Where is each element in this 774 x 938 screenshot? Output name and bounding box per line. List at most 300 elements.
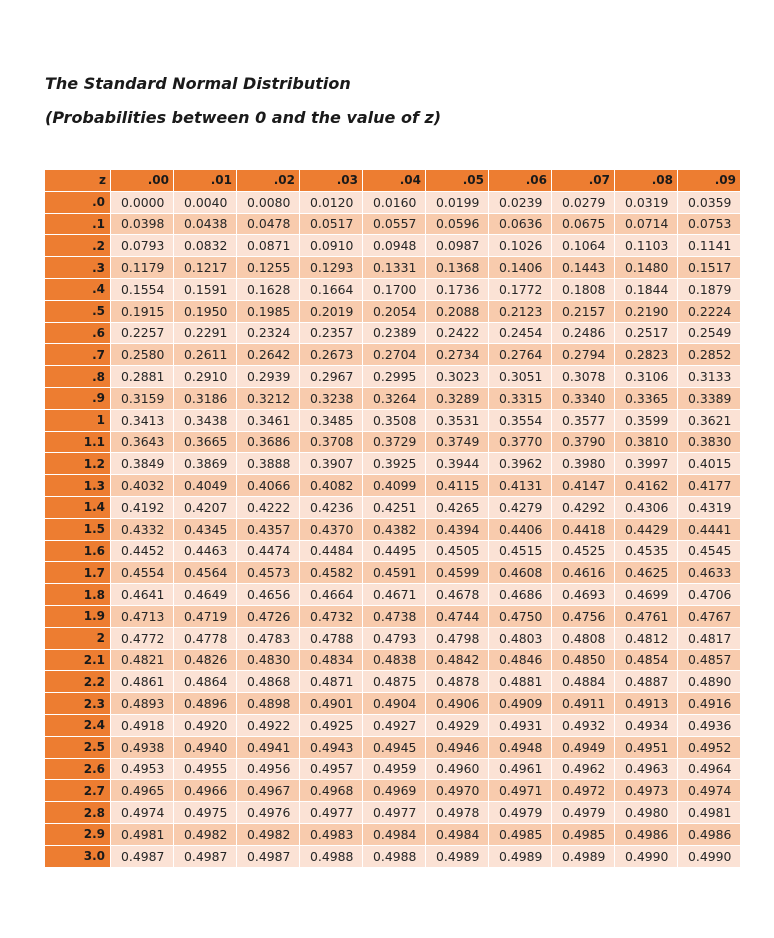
probability-cell: 0.0199 (426, 191, 489, 213)
header-row (45, 170, 741, 192)
probability-cell: 0.3980 (552, 453, 615, 475)
table-row (45, 693, 741, 715)
probability-cell: 0.4940 (174, 736, 237, 758)
probability-cell: 0.2486 (552, 322, 615, 344)
column-header: .05 (426, 170, 489, 192)
probability-cell: 0.2224 (678, 300, 741, 322)
probability-cell: 0.4952 (678, 736, 741, 758)
probability-cell: 0.1915 (111, 300, 174, 322)
probability-cell: 0.4846 (489, 649, 552, 671)
probability-cell: 0.4981 (111, 823, 174, 845)
probability-cell: 0.4971 (489, 780, 552, 802)
probability-cell: 0.4306 (615, 496, 678, 518)
probability-cell: 0.4925 (300, 714, 363, 736)
probability-cell: 0.4980 (615, 802, 678, 824)
probability-cell: 0.4974 (678, 780, 741, 802)
probability-cell: 0.4972 (552, 780, 615, 802)
probability-cell: 0.4965 (111, 780, 174, 802)
z-value-label: 1.2 (45, 453, 111, 475)
z-value-label: 1.6 (45, 540, 111, 562)
probability-cell: 0.3078 (552, 366, 615, 388)
table-body (45, 191, 741, 867)
probability-cell: 0.3907 (300, 453, 363, 475)
probability-cell: 0.0438 (174, 213, 237, 235)
probability-cell: 0.4970 (426, 780, 489, 802)
probability-cell: 0.1664 (300, 278, 363, 300)
probability-cell: 0.4641 (111, 584, 174, 606)
z-value-label: .7 (45, 344, 111, 366)
probability-cell: 0.0478 (237, 213, 300, 235)
probability-cell: 0.4177 (678, 475, 741, 497)
probability-cell: 0.4545 (678, 540, 741, 562)
probability-cell: 0.4778 (174, 627, 237, 649)
probability-cell: 0.3944 (426, 453, 489, 475)
probability-cell: 0.4909 (489, 693, 552, 715)
probability-cell: 0.4951 (615, 736, 678, 758)
probability-cell: 0.0714 (615, 213, 678, 235)
probability-cell: 0.2389 (363, 322, 426, 344)
probability-cell: 0.4463 (174, 540, 237, 562)
probability-cell: 0.4821 (111, 649, 174, 671)
z-value-label: 2.4 (45, 714, 111, 736)
probability-cell: 0.1517 (678, 257, 741, 279)
probability-cell: 0.4761 (615, 605, 678, 627)
probability-cell: 0.4985 (552, 823, 615, 845)
probability-cell: 0.4573 (237, 562, 300, 584)
probability-cell: 0.3790 (552, 431, 615, 453)
probability-cell: 0.1293 (300, 257, 363, 279)
z-value-label: .3 (45, 257, 111, 279)
probability-cell: 0.4987 (237, 845, 300, 867)
probability-cell: 0.4082 (300, 475, 363, 497)
probability-cell: 0.4854 (615, 649, 678, 671)
probability-cell: 0.4898 (237, 693, 300, 715)
probability-cell: 0.4931 (489, 714, 552, 736)
table-row (45, 845, 741, 867)
probability-cell: 0.2764 (489, 344, 552, 366)
z-value-label: 2.9 (45, 823, 111, 845)
probability-cell: 0.4693 (552, 584, 615, 606)
probability-cell: 0.4956 (237, 758, 300, 780)
probability-cell: 0.2517 (615, 322, 678, 344)
probability-cell: 0.4904 (363, 693, 426, 715)
probability-cell: 0.1950 (174, 300, 237, 322)
table-row (45, 562, 741, 584)
probability-cell: 0.4989 (489, 845, 552, 867)
probability-cell: 0.0517 (300, 213, 363, 235)
probability-cell: 0.2291 (174, 322, 237, 344)
probability-cell: 0.4881 (489, 671, 552, 693)
probability-cell: 0.0948 (363, 235, 426, 257)
probability-cell: 0.3643 (111, 431, 174, 453)
probability-cell: 0.4982 (237, 823, 300, 845)
probability-cell: 0.1331 (363, 257, 426, 279)
z-value-label: .8 (45, 366, 111, 388)
probability-cell: 0.3830 (678, 431, 741, 453)
probability-cell: 0.3212 (237, 387, 300, 409)
probability-cell: 0.2157 (552, 300, 615, 322)
probability-cell: 0.2704 (363, 344, 426, 366)
probability-cell: 0.4484 (300, 540, 363, 562)
probability-cell: 0.1808 (552, 278, 615, 300)
probability-cell: 0.3686 (237, 431, 300, 453)
probability-cell: 0.3413 (111, 409, 174, 431)
probability-cell: 0.4713 (111, 605, 174, 627)
table-row (45, 453, 741, 475)
probability-cell: 0.1141 (678, 235, 741, 257)
probability-cell: 0.4032 (111, 475, 174, 497)
probability-cell: 0.4495 (363, 540, 426, 562)
probability-cell: 0.2054 (363, 300, 426, 322)
probability-cell: 0.4678 (426, 584, 489, 606)
probability-cell: 0.4938 (111, 736, 174, 758)
probability-cell: 0.4927 (363, 714, 426, 736)
probability-cell: 0.4452 (111, 540, 174, 562)
table-row (45, 540, 741, 562)
probability-cell: 0.1480 (615, 257, 678, 279)
table-row (45, 278, 741, 300)
probability-cell: 0.4292 (552, 496, 615, 518)
probability-cell: 0.0871 (237, 235, 300, 257)
probability-cell: 0.3106 (615, 366, 678, 388)
probability-cell: 0.4582 (300, 562, 363, 584)
table-row (45, 823, 741, 845)
probability-cell: 0.3315 (489, 387, 552, 409)
probability-cell: 0.4162 (615, 475, 678, 497)
column-header: .00 (111, 170, 174, 192)
table-row (45, 758, 741, 780)
probability-cell: 0.4515 (489, 540, 552, 562)
probability-cell: 0.4015 (678, 453, 741, 475)
probability-cell: 0.4962 (552, 758, 615, 780)
probability-cell: 0.4382 (363, 518, 426, 540)
probability-cell: 0.2324 (237, 322, 300, 344)
probability-cell: 0.4834 (300, 649, 363, 671)
probability-cell: 0.0120 (300, 191, 363, 213)
probability-cell: 0.1217 (174, 257, 237, 279)
probability-cell: 0.2734 (426, 344, 489, 366)
probability-cell: 0.4147 (552, 475, 615, 497)
z-value-label: .1 (45, 213, 111, 235)
z-value-label: 1.8 (45, 584, 111, 606)
probability-cell: 0.4990 (615, 845, 678, 867)
probability-cell: 0.4916 (678, 693, 741, 715)
probability-cell: 0.3599 (615, 409, 678, 431)
table-row (45, 366, 741, 388)
probability-cell: 0.3238 (300, 387, 363, 409)
probability-cell: 0.4406 (489, 518, 552, 540)
z-value-label: 2.5 (45, 736, 111, 758)
probability-cell: 0.2611 (174, 344, 237, 366)
table-row (45, 431, 741, 453)
z-value-label: 3.0 (45, 845, 111, 867)
probability-cell: 0.4525 (552, 540, 615, 562)
column-header: .07 (552, 170, 615, 192)
probability-cell: 0.4319 (678, 496, 741, 518)
probability-cell: 0.4975 (174, 802, 237, 824)
probability-cell: 0.4838 (363, 649, 426, 671)
probability-cell: 0.4357 (237, 518, 300, 540)
probability-cell: 0.4131 (489, 475, 552, 497)
probability-cell: 0.4251 (363, 496, 426, 518)
column-header: .01 (174, 170, 237, 192)
probability-cell: 0.0636 (489, 213, 552, 235)
probability-cell: 0.0557 (363, 213, 426, 235)
probability-cell: 0.0398 (111, 213, 174, 235)
z-value-label: .2 (45, 235, 111, 257)
probability-cell: 0.1772 (489, 278, 552, 300)
probability-cell: 0.4964 (678, 758, 741, 780)
probability-cell: 0.4893 (111, 693, 174, 715)
probability-cell: 0.4706 (678, 584, 741, 606)
probability-cell: 0.4943 (300, 736, 363, 758)
probability-cell: 0.4922 (237, 714, 300, 736)
probability-cell: 0.3770 (489, 431, 552, 453)
z-value-label: 1.4 (45, 496, 111, 518)
probability-cell: 0.4948 (489, 736, 552, 758)
probability-cell: 0.1443 (552, 257, 615, 279)
probability-cell: 0.3023 (426, 366, 489, 388)
table-row (45, 235, 741, 257)
probability-cell: 0.4418 (552, 518, 615, 540)
probability-cell: 0.4973 (615, 780, 678, 802)
probability-cell: 0.4987 (174, 845, 237, 867)
probability-cell: 0.1255 (237, 257, 300, 279)
probability-cell: 0.3997 (615, 453, 678, 475)
probability-cell: 0.4591 (363, 562, 426, 584)
probability-cell: 0.4961 (489, 758, 552, 780)
probability-cell: 0.3621 (678, 409, 741, 431)
probability-cell: 0.4990 (678, 845, 741, 867)
probability-cell: 0.4192 (111, 496, 174, 518)
probability-cell: 0.2794 (552, 344, 615, 366)
probability-cell: 0.1103 (615, 235, 678, 257)
probability-cell: 0.4750 (489, 605, 552, 627)
probability-cell: 0.0596 (426, 213, 489, 235)
table-row (45, 409, 741, 431)
probability-cell: 0.4979 (489, 802, 552, 824)
probability-cell: 0.4803 (489, 627, 552, 649)
probability-cell: 0.1179 (111, 257, 174, 279)
probability-cell: 0.4985 (489, 823, 552, 845)
table-row (45, 605, 741, 627)
probability-cell: 0.4049 (174, 475, 237, 497)
probability-cell: 0.0359 (678, 191, 741, 213)
probability-cell: 0.4984 (426, 823, 489, 845)
probability-cell: 0.4871 (300, 671, 363, 693)
table-row (45, 322, 741, 344)
probability-cell: 0.4957 (300, 758, 363, 780)
probability-cell: 0.3888 (237, 453, 300, 475)
probability-cell: 0.0239 (489, 191, 552, 213)
probability-cell: 0.1554 (111, 278, 174, 300)
probability-cell: 0.0987 (426, 235, 489, 257)
probability-cell: 0.0910 (300, 235, 363, 257)
probability-cell: 0.4616 (552, 562, 615, 584)
table-row (45, 649, 741, 671)
probability-cell: 0.4945 (363, 736, 426, 758)
probability-cell: 0.4564 (174, 562, 237, 584)
table-row (45, 344, 741, 366)
table-row (45, 714, 741, 736)
probability-cell: 0.4884 (552, 671, 615, 693)
probability-cell: 0.4429 (615, 518, 678, 540)
probability-cell: 0.4890 (678, 671, 741, 693)
probability-cell: 0.3264 (363, 387, 426, 409)
probability-cell: 0.3133 (678, 366, 741, 388)
column-header: .09 (678, 170, 741, 192)
probability-cell: 0.4887 (615, 671, 678, 693)
probability-cell: 0.4738 (363, 605, 426, 627)
probability-cell: 0.4920 (174, 714, 237, 736)
probability-cell: 0.3485 (300, 409, 363, 431)
probability-cell: 0.4978 (426, 802, 489, 824)
probability-cell: 0.4207 (174, 496, 237, 518)
probability-cell: 0.4911 (552, 693, 615, 715)
probability-cell: 0.1844 (615, 278, 678, 300)
probability-cell: 0.4988 (300, 845, 363, 867)
z-value-label: 1.5 (45, 518, 111, 540)
probability-cell: 0.4989 (426, 845, 489, 867)
probability-cell: 0.4983 (300, 823, 363, 845)
z-value-label: 2.6 (45, 758, 111, 780)
probability-cell: 0.4686 (489, 584, 552, 606)
z-value-label: 2.1 (45, 649, 111, 671)
probability-cell: 0.4868 (237, 671, 300, 693)
probability-cell: 0.4857 (678, 649, 741, 671)
probability-cell: 0.4608 (489, 562, 552, 584)
probability-cell: 0.4864 (174, 671, 237, 693)
z-value-label: .5 (45, 300, 111, 322)
probability-cell: 0.3389 (678, 387, 741, 409)
probability-cell: 0.2454 (489, 322, 552, 344)
probability-cell: 0.4370 (300, 518, 363, 540)
probability-cell: 0.4986 (678, 823, 741, 845)
probability-cell: 0.4817 (678, 627, 741, 649)
table-row (45, 496, 741, 518)
probability-cell: 0.4830 (237, 649, 300, 671)
probability-cell: 0.3554 (489, 409, 552, 431)
probability-cell: 0.4842 (426, 649, 489, 671)
probability-cell: 0.3665 (174, 431, 237, 453)
probability-cell: 0.4986 (615, 823, 678, 845)
probability-cell: 0.4279 (489, 496, 552, 518)
probability-cell: 0.4554 (111, 562, 174, 584)
probability-cell: 0.3186 (174, 387, 237, 409)
probability-cell: 0.3340 (552, 387, 615, 409)
corner-header: z (45, 170, 111, 192)
probability-cell: 0.1628 (237, 278, 300, 300)
column-header: .02 (237, 170, 300, 192)
probability-cell: 0.2881 (111, 366, 174, 388)
probability-cell: 0.4798 (426, 627, 489, 649)
probability-cell: 0.4625 (615, 562, 678, 584)
probability-cell: 0.4719 (174, 605, 237, 627)
probability-cell: 0.3289 (426, 387, 489, 409)
probability-cell: 0.4394 (426, 518, 489, 540)
probability-cell: 0.3508 (363, 409, 426, 431)
z-value-label: .9 (45, 387, 111, 409)
probability-cell: 0.3810 (615, 431, 678, 453)
probability-cell: 0.4756 (552, 605, 615, 627)
probability-cell: 0.4699 (615, 584, 678, 606)
probability-cell: 0.4967 (237, 780, 300, 802)
probability-cell: 0.4963 (615, 758, 678, 780)
z-value-label: .0 (45, 191, 111, 213)
probability-cell: 0.4812 (615, 627, 678, 649)
probability-cell: 0.3849 (111, 453, 174, 475)
probability-cell: 0.2673 (300, 344, 363, 366)
probability-cell: 0.4732 (300, 605, 363, 627)
probability-cell: 0.4115 (426, 475, 489, 497)
probability-cell: 0.4878 (426, 671, 489, 693)
probability-cell: 0.2357 (300, 322, 363, 344)
probability-cell: 0.4968 (300, 780, 363, 802)
probability-cell: 0.2088 (426, 300, 489, 322)
probability-cell: 0.4979 (552, 802, 615, 824)
table-row (45, 257, 741, 279)
probability-cell: 0.2422 (426, 322, 489, 344)
z-value-label: 2.3 (45, 693, 111, 715)
probability-cell: 0.1026 (489, 235, 552, 257)
probability-cell: 0.4949 (552, 736, 615, 758)
probability-cell: 0.4981 (678, 802, 741, 824)
probability-cell: 0.3438 (174, 409, 237, 431)
probability-cell: 0.3729 (363, 431, 426, 453)
z-value-label: .6 (45, 322, 111, 344)
column-header: .08 (615, 170, 678, 192)
probability-cell: 0.4977 (363, 802, 426, 824)
z-value-label: 1.9 (45, 605, 111, 627)
probability-cell: 0.4664 (300, 584, 363, 606)
table-row (45, 627, 741, 649)
probability-cell: 0.0040 (174, 191, 237, 213)
probability-cell: 0.4989 (552, 845, 615, 867)
probability-cell: 0.1879 (678, 278, 741, 300)
table-row (45, 191, 741, 213)
z-table (44, 169, 741, 868)
table-row (45, 584, 741, 606)
probability-cell: 0.4671 (363, 584, 426, 606)
column-header: .03 (300, 170, 363, 192)
probability-cell: 0.4976 (237, 802, 300, 824)
column-header: .06 (489, 170, 552, 192)
probability-cell: 0.3749 (426, 431, 489, 453)
probability-cell: 0.4793 (363, 627, 426, 649)
table-row (45, 213, 741, 235)
probability-cell: 0.1736 (426, 278, 489, 300)
probability-cell: 0.4918 (111, 714, 174, 736)
probability-cell: 0.4599 (426, 562, 489, 584)
probability-cell: 0.0753 (678, 213, 741, 235)
table-row (45, 802, 741, 824)
probability-cell: 0.3925 (363, 453, 426, 475)
probability-cell: 0.2257 (111, 322, 174, 344)
probability-cell: 0.0675 (552, 213, 615, 235)
probability-cell: 0.4875 (363, 671, 426, 693)
probability-cell: 0.3051 (489, 366, 552, 388)
probability-cell: 0.4955 (174, 758, 237, 780)
table-row (45, 387, 741, 409)
probability-cell: 0.4969 (363, 780, 426, 802)
probability-cell: 0.0793 (111, 235, 174, 257)
probability-cell: 0.1700 (363, 278, 426, 300)
z-value-label: 1.1 (45, 431, 111, 453)
probability-cell: 0.4649 (174, 584, 237, 606)
probability-cell: 0.2995 (363, 366, 426, 388)
probability-cell: 0.4808 (552, 627, 615, 649)
probability-cell: 0.3708 (300, 431, 363, 453)
